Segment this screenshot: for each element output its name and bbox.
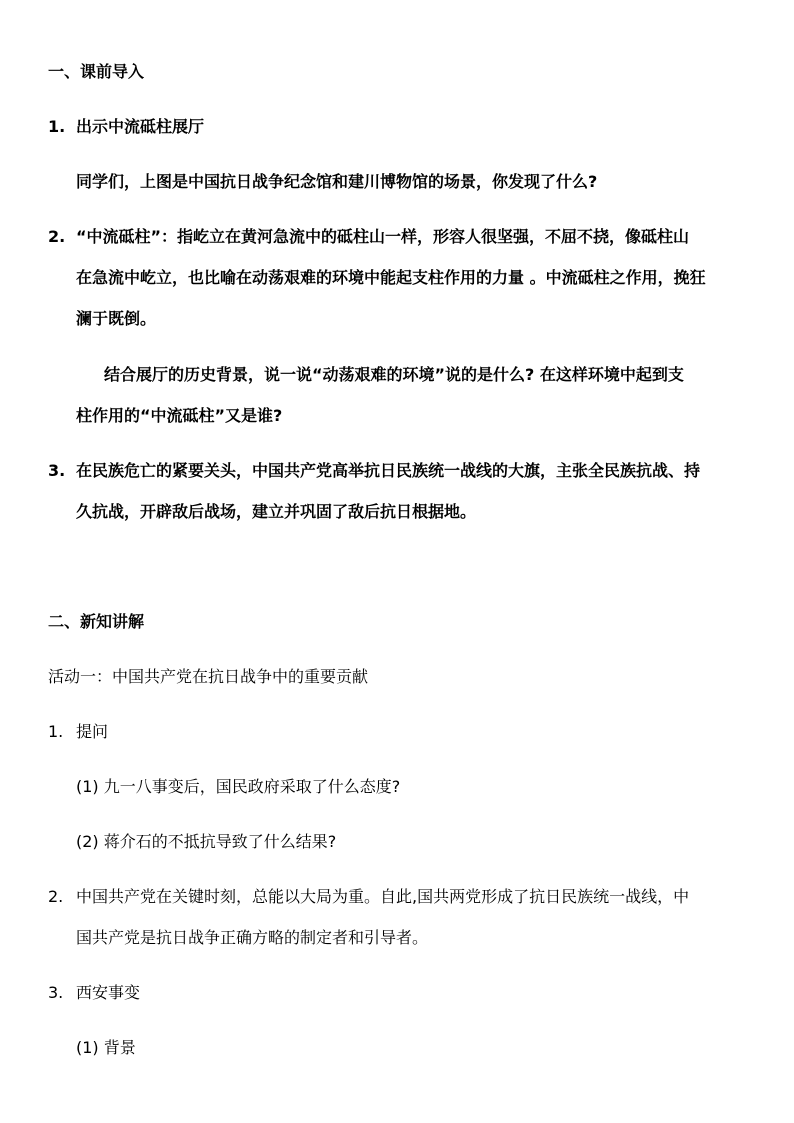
section2-heading: 二、新知讲解 xyxy=(48,612,145,631)
section2-item3-sub1: (1) 背景 xyxy=(76,1038,136,1057)
section2-item1-title: 提问 xyxy=(76,722,109,741)
section1-item3-number: 3. xyxy=(48,461,66,480)
section1-item1-title: 出示中流砥柱展厅 xyxy=(76,117,205,136)
section1-item2-line-1: “中流砥柱”：指屹立在黄河急流中的砥柱山一样，形容人很坚强，不屈不挠，像砥柱山 xyxy=(76,227,690,246)
section2-question-1: (1) 九一八事变后，国民政府采取了什么态度? xyxy=(76,777,401,796)
section2-activity-title: 活动一：中国共产党在抗日战争中的重要贡献 xyxy=(48,667,369,686)
section2-item2-line-2: 国共产党是抗日战争正确方略的制定者和引导者。 xyxy=(76,928,429,947)
section2-item1-number: 1. xyxy=(48,722,64,741)
section1-item2-paragraph-line-1: 结合展厅的历史背景，说一说“动荡艰难的环境”说的是什么? 在这样环境中起到支 xyxy=(104,365,684,384)
section1-item1-number: 1. xyxy=(48,117,66,136)
section1-item3-line-1: 在民族危亡的紧要关头，中国共产党高举抗日民族统一战线的大旗，主张全民族抗战、持 xyxy=(76,461,701,480)
section2-item3-title: 西安事变 xyxy=(76,983,141,1002)
section1-item1-body: 同学们，上图是中国抗日战争纪念馆和建川博物馆的场景，你发现了什么? xyxy=(76,172,598,191)
section2-item2-number: 2. xyxy=(48,887,64,906)
section1-heading: 一、课前导入 xyxy=(48,62,145,81)
section1-item3-line-2: 久抗战，开辟敌后战场，建立并巩固了敌后抗日根据地。 xyxy=(76,502,477,521)
section1-item2-paragraph-line-2: 柱作用的“中流砥柱”又是谁? xyxy=(76,406,283,425)
section1-item2-line-3: 澜于既倒。 xyxy=(76,309,157,328)
section2-item2-line-1: 中国共产党在关键时刻，总能以大局为重。自此,国共两党形成了抗日民族统一战线，中 xyxy=(76,887,690,906)
section2-item3-number: 3. xyxy=(48,983,64,1002)
section1-item2-line-2: 在急流中屹立，也比喻在动荡艰难的环境中能起支柱作用的力量 。中流砥柱之作用，挽狂 xyxy=(76,268,706,287)
section1-item2-number: 2. xyxy=(48,227,66,246)
section2-question-2: (2) 蒋介石的不抵抗导致了什么结果? xyxy=(76,832,337,851)
